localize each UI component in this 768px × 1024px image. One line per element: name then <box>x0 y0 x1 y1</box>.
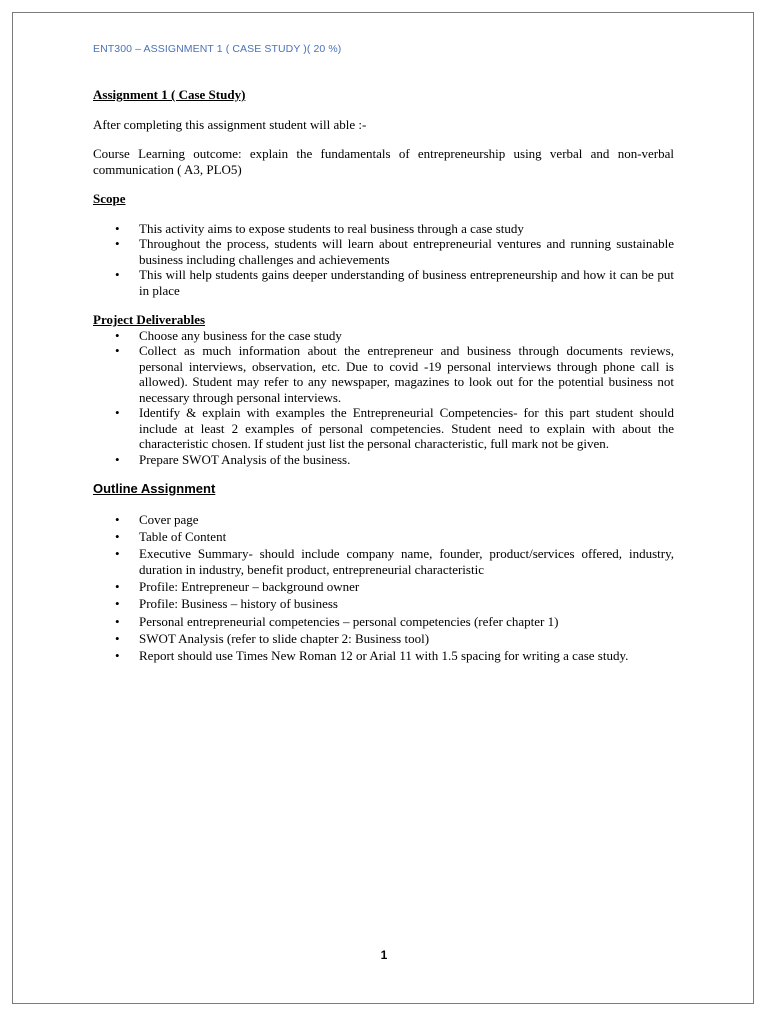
intro-text: After completing this assignment student will able :- <box>93 116 367 132</box>
page-number: 1 <box>380 948 388 962</box>
learning-outcome-text: Course Learning outcome: explain the fundamentals of entrepreneurship using verbal and non-verbal communication ( A3, PLO5) <box>93 146 674 177</box>
list-item: • Prepare SWOT Analysis of the business. <box>93 452 674 468</box>
list-item: • Table of Content <box>93 528 674 546</box>
outline-list <box>93 511 674 664</box>
deliverables-heading: Project Deliverables <box>93 312 206 327</box>
list-item: • SWOT Analysis (refer to slide chapter 2: Business tool) <box>93 630 674 648</box>
list-item: • Profile: Entrepreneur – background owner <box>93 578 674 596</box>
scope-list <box>93 221 674 299</box>
list-item: • Personal entrepreneurial competencies – personal competencies (refer chapter 1) <box>93 613 674 631</box>
assignment-title: Assignment 1 ( Case Study) <box>93 87 246 102</box>
list-item: • Executive Summary- should include company name, founder, product/services offered, industry, duration in industry, benefit product, entrepreneurial characteristic <box>93 546 674 578</box>
list-item: • Throughout the process, students will learn about entrepreneurial ventures and running sustainable business including challenges and achievements <box>93 236 674 267</box>
list-item: • Profile: Business – history of business <box>93 595 674 613</box>
list-item: • This will help students gains deeper understanding of business entrepreneurship and how it can be put in place <box>93 267 674 298</box>
list-item: • Report should use Times New Roman 12 or Arial 11 with 1.5 spacing for writing a case study. <box>93 648 674 664</box>
deliverables-list <box>93 328 674 468</box>
list-item: • Choose any business for the case study <box>93 328 674 344</box>
document-body <box>93 87 674 664</box>
scope-heading: Scope <box>93 191 126 206</box>
list-item: • Cover page <box>93 511 674 529</box>
list-item: • This activity aims to expose students to real business through a case study <box>93 221 674 237</box>
outline-heading: Outline Assignment <box>93 481 216 496</box>
page-header: ENT300 – ASSIGNMENT 1 ( CASE STUDY )( 20 %) <box>93 43 342 55</box>
list-item: • Identify & explain with examples the Entrepreneurial Competencies- for this part student should include at least 2 examples of personal competencies. Student need to explain with about the characteristic chosen. If student just list the personal characteristic, full mark not be given. <box>93 405 674 452</box>
list-item: • Collect as much information about the entrepreneur and business through documents reviews, personal interviews, observation, etc. Due to covid -19 personal interviews through phone call is allowed). Student may refer to any newspaper, magazines to look out for the potential business not necessary through personal interviews. <box>93 343 674 405</box>
